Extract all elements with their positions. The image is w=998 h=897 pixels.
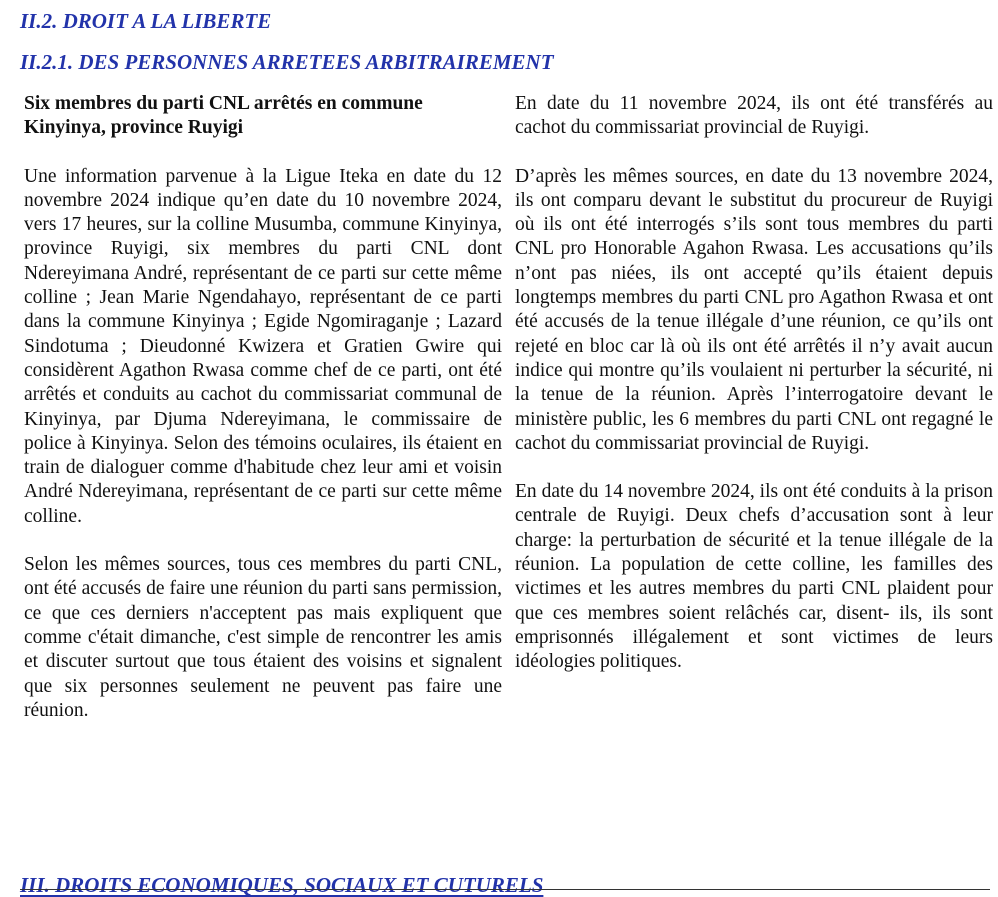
next-section-heading: III. DROITS ECONOMIQUES, SOCIAUX ET CUTURELS: [20, 873, 544, 897]
article-title: Six membres du parti CNL arrêtés en commune Kinyinya, province Ruyigi: [24, 93, 423, 139]
paragraph-prison: En date du 14 novembre 2024, ils ont été conduits à la prison centrale de Ruyigi. Deux chefs d’accusation sont à leur charge: la perturbation de sécurité et la tenue illégale de la réunion. La population de cette colline, les familles des victimes et les autres membres du parti CNL plaident pour que ces membres soient relâchés car, disent- ils, ils sont emprisonnés illégalement et sont victimes de leurs idéologies politiques.: [515, 481, 993, 673]
paragraph-transfer: En date du 11 novembre 2024, ils ont été transférés au cachot du commissariat provincial de Ruyigi.: [515, 93, 993, 139]
paragraph-accusations: Selon les mêmes sources, tous ces membres du parti CNL, ont été accusés de faire une réunion du parti sans permission, ce que ces derniers n'acceptent pas mais expliquent que comme c'était dimanche, c'est simple de rencontrer les amis et discuter surtout que tous étaient des voisins et signalent que six personnes seulement ne peuvent pas faire une réunion.: [24, 554, 502, 721]
subsection-heading: II.2.1. DES PERSONNES ARRETEES ARBITRAIREMENT: [20, 50, 554, 74]
section-divider: [20, 889, 990, 890]
paragraph-arrest-details: Une information parvenue à la Ligue Iteka en date du 12 novembre 2024 indique qu’en date du 10 novembre 2024, vers 17 heures, sur la colline Musumba, commune Kinyinya, province Ruyigi, six membres du parti CNL dont Ndereyimana André, représentant de ce parti sur cette même colline ; Jean Marie Ngendahayo, représentant de ce parti dans la commune Kinyinya ; Egide Ngomiraganje ; Lazard Sindotuma ; Dieudonné Kwizera et Gratien Gwire qui considèrent Agathon Rwasa comme chef de ce parti, ont été arrêtés et conduits au cachot du commissariat communal de Kinyinya, par Djuma Ndereyimana, le commissaire de police à Kinyinya. Selon des témoins oculaires, ils étaient en train de dialoguer comme d'habitude chez leur ami et voisin André Ndereyimana, représentant de ce parti sur cette même colline.: [24, 165, 502, 527]
section-heading: II.2. DROIT A LA LIBERTE: [20, 9, 272, 33]
paragraph-hearing: D’après les mêmes sources, en date du 13 novembre 2024, ils ont comparu devant le substitut du procureur de Ruyigi où ils ont été interrogés s’ils sont tous membres du parti CNL pro Honorable Agahon Rwasa. Les accusations qu’ils n’ont pas niées, ils ont accepté qu’ils étaient depuis longtemps membres du parti CNL pro Agathon Rwasa et ont été accusés de la tenue illégale d’une réunion, ce qu’ils ont rejeté en bloc car là où ils ont été arrêtés il n’y avait aucun indice qui montre qu’ils voulaient ni perturber la sécurité, ni la tenue de la réunion. Après l’interrogatoire devant le ministère public, les 6 membres du parti CNL ont regagné le cachot du commissariat provincial de Ruyigi.: [515, 165, 993, 454]
right-column: [515, 92, 993, 699]
left-column: [24, 92, 502, 747]
